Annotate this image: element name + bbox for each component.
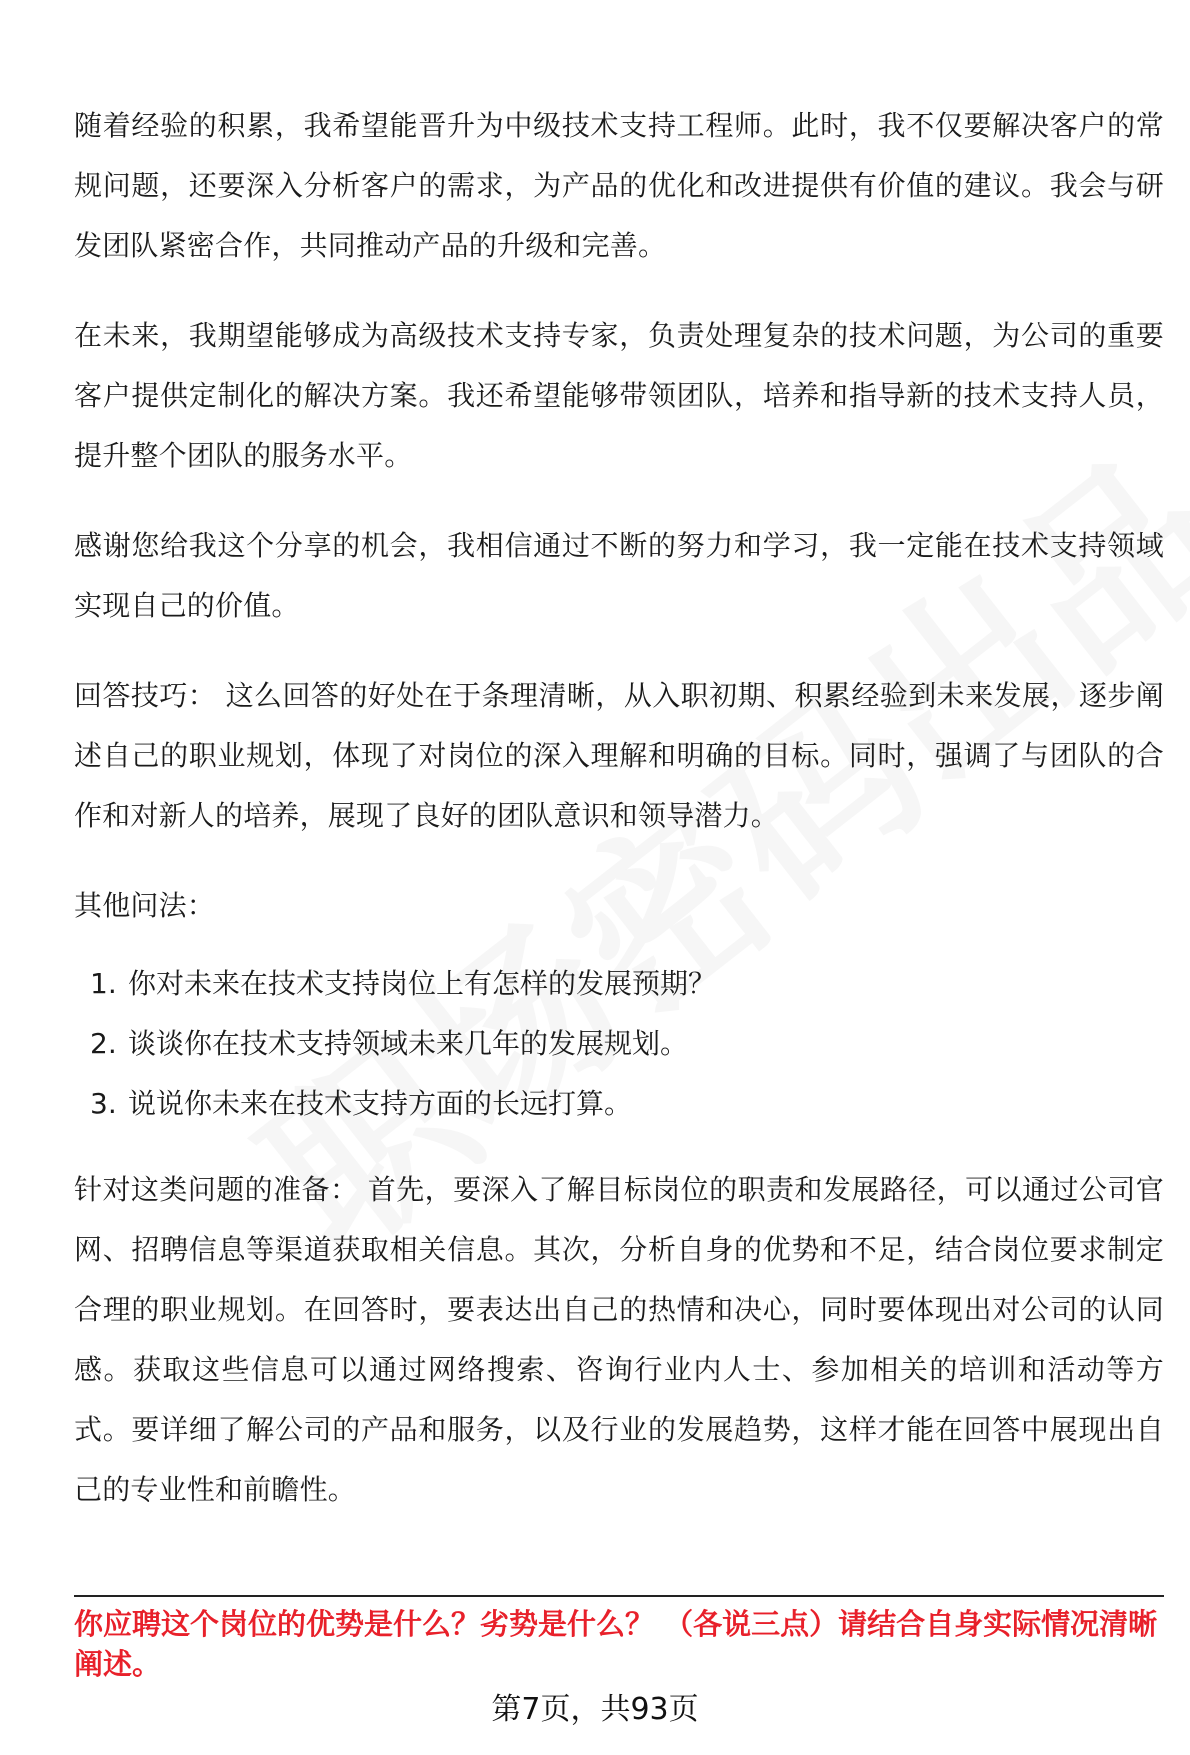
other-questions-list: [74, 954, 1164, 1134]
paragraph-future: 在未来，我期望能够成为高级技术支持专家，负责处理复杂的技术问题，为公司的重要客户提供定制化的解决方案。我还希望能够带领团队，培养和指导新的技术支持人员，提升整个团队的服务水平。: [74, 319, 1164, 472]
list-item-number: 2.: [90, 1027, 117, 1060]
page-number: 第7页，共93页: [491, 1692, 699, 1727]
list-item: [74, 1014, 1164, 1074]
list-item-number: 3.: [90, 1087, 117, 1120]
list-item-text: 谈谈你在技术支持领域未来几年的发展规划。: [128, 1027, 689, 1060]
paragraph-answer-tips: 回答技巧： 这么回答的好处在于条理清晰，从入职初期、积累经验到未来发展，逐步阐述自己的职业规划，体现了对岗位的深入理解和明确的目标。同时，强调了与团队的合作和对新人的培养，展现了良好的团队意识和领导潜力。: [74, 679, 1164, 832]
list-item-text: 说说你未来在技术支持方面的长远打算。: [128, 1087, 633, 1120]
paragraph-promotion: 随着经验的积累，我希望能晋升为中级技术支持工程师。此时，我不仅要解决客户的常规问题，还要深入分析客户的需求，为产品的优化和改进提供有价值的建议。我会与研发团队紧密合作，共同推动产品的升级和完善。: [74, 109, 1164, 262]
section-divider: [74, 1595, 1164, 1597]
next-question-heading: 你应聘这个岗位的优势是什么？劣势是什么？ （各说三点）请结合自身实际情况清晰阐述。: [74, 1607, 1158, 1681]
list-item-number: 1.: [90, 967, 117, 1000]
paragraph-thanks: 感谢您给我这个分享的机会，我相信通过不断的努力和学习，我一定能在技术支持领域实现自己的价值。: [74, 529, 1164, 622]
paragraph-other-questions-heading: 其他问法：: [74, 889, 216, 922]
list-item: [74, 954, 1164, 1014]
document-body: [74, 96, 1164, 1550]
list-item: [74, 1074, 1164, 1134]
paragraph-preparation: 针对这类问题的准备： 首先，要深入了解目标岗位的职责和发展路径，可以通过公司官网、招聘信息等渠道获取相关信息。其次，分析自身的优势和不足，结合岗位要求制定合理的职业规划。在回答时，要表达出自己的热情和决心，同时要体现出对公司的认同感。获取这些信息可以通过网络搜索、咨询行业内人士、参加相关的培训和活动等方式。要详细了解公司的产品和服务，以及行业的发展趋势，这样才能在回答中展现出自己的专业性和前瞻性。: [74, 1173, 1164, 1506]
list-item-text: 你对未来在技术支持岗位上有怎样的发展预期？: [128, 967, 717, 1000]
